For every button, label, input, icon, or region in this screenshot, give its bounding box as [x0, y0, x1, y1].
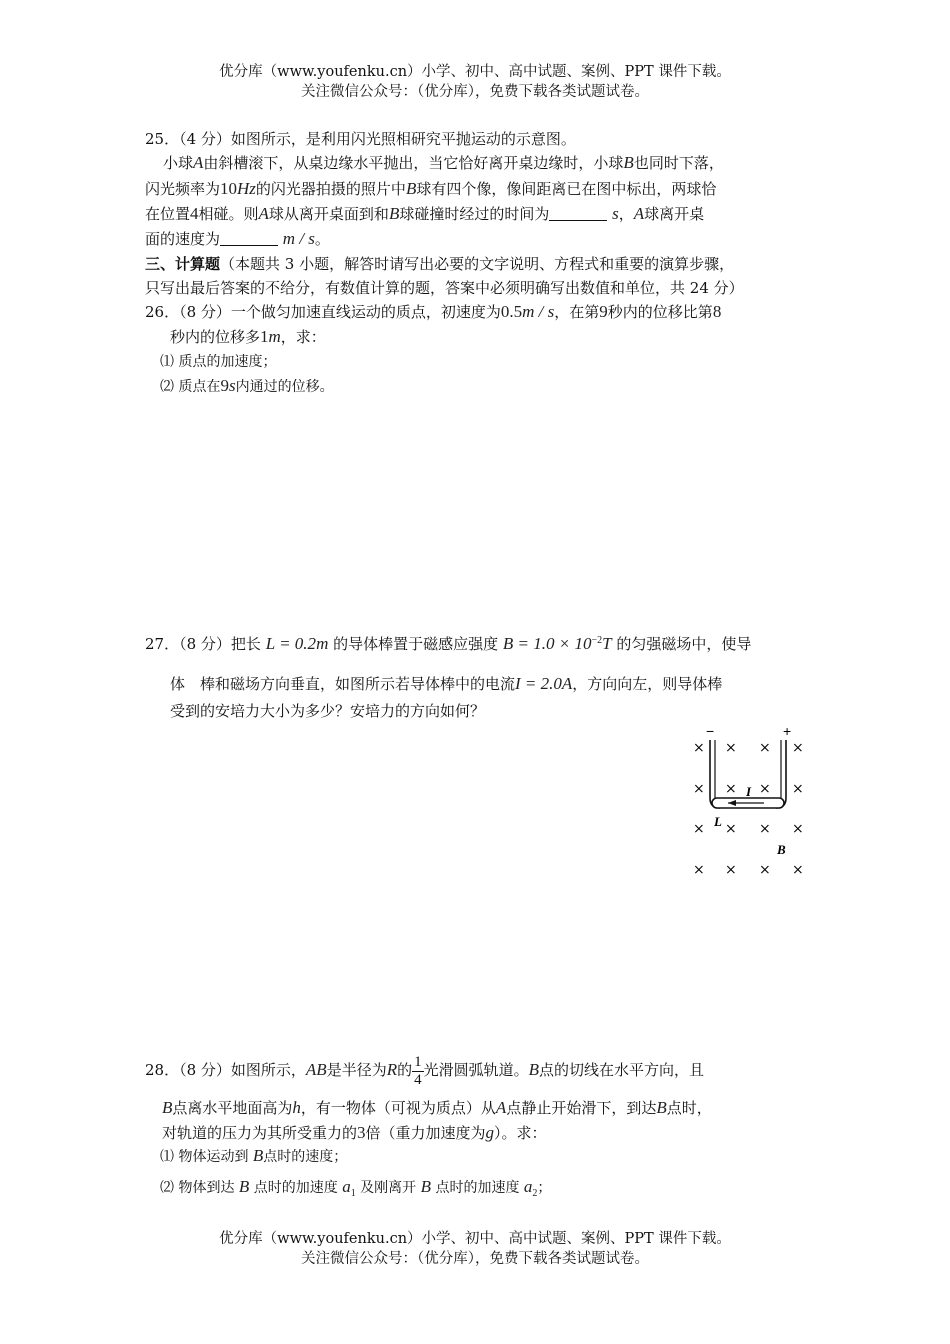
q25-line3: 闪光频率为10Hz的闪光器拍摄的照片中B球有四个像，像间距离已在图中标出，两球恰 — [145, 179, 717, 198]
section3-title: 三、计算题 — [145, 255, 221, 273]
field-cross: × — [759, 781, 771, 797]
page-header-line1: 优分库（www.youfenku.cn）小学、初中、高中试题、案例、PPT 课件下载。 — [219, 64, 731, 80]
q26-part2: ⑵ 质点在9s内通过的位移。 — [160, 376, 334, 395]
field-cross: × — [693, 781, 705, 797]
current-label: I — [746, 784, 752, 799]
plus-terminal: + — [783, 723, 792, 739]
q28-part1: ⑴ 物体运动到 B点时的速度； — [160, 1146, 348, 1165]
q28-line2: B点离水平地面高为h，有一物体（可视为质点）从A点静止开始滑下，到达B点时， — [162, 1098, 712, 1117]
q26-line2: 秒内的位移多1m，求： — [170, 327, 326, 346]
page-header-line2: 关注微信公众号：（优分库），免费下载各类试题试卷。 — [301, 84, 649, 100]
q28-line1: 28．（8 分）如图所示，AB是半径为R的 $\frac{1}{4}$ 光滑圆弧轨道。B点的切线在水平方向，且 — [145, 1053, 705, 1088]
field-cross: × — [693, 740, 705, 756]
field-label: B — [777, 842, 786, 857]
answer-blank-time[interactable] — [549, 204, 607, 221]
q26-line1: 26．（8 分）一个做匀加速直线运动的质点，初速度为0.5m / s，在第9秒内的位移比第8 — [145, 302, 722, 321]
field-cross: × — [792, 862, 804, 878]
q27-line3: 受到的安培力大小为多少？安培力的方向如何？ — [170, 702, 486, 720]
length-label: L — [714, 814, 722, 829]
q28-line3: 对轨道的压力为其所受重力的3倍（重力加速度为g）。求： — [162, 1123, 547, 1142]
field-cross: × — [725, 862, 737, 878]
field-cross: × — [792, 821, 804, 837]
field-cross: × — [725, 821, 737, 837]
field-cross: × — [759, 821, 771, 837]
q25-line2: 小球A由斜槽滚下，从桌边缘水平抛出，当它恰好离开桌边缘时，小球B也同时下落， — [163, 153, 724, 172]
page-footer-line1: 优分库（www.youfenku.cn）小学、初中、高中试题、案例、PPT 课件下载。 — [219, 1231, 731, 1247]
field-cross: × — [693, 862, 705, 878]
field-cross: × — [725, 740, 737, 756]
q27-line1: 27．（8 分）把长 L = 0.2m 的导体棒置于磁感应强度 $B = 1.0 \times 10^{-2}T$ 的匀强磁场中，使导 — [145, 634, 752, 653]
field-cross: × — [725, 781, 737, 797]
field-cross: × — [759, 862, 771, 878]
q26-part1: ⑴ 质点的加速度； — [160, 354, 277, 370]
magnetic-field-figure — [688, 722, 813, 882]
field-cross: × — [792, 781, 804, 797]
field-cross: × — [759, 740, 771, 756]
section3-heading: 三、计算题（本题共 3 小题，解答时请写出必要的文字说明、方程式和重要的演算步骤， — [145, 255, 735, 273]
quarter-fraction: $\frac{1}{4}$ — [414, 1053, 422, 1088]
field-cross: × — [792, 740, 804, 756]
page-footer-line2: 关注微信公众号：（优分库），免费下载各类试题试卷。 — [301, 1251, 649, 1267]
q28-part2: ⑵ 物体到达 B 点时的加速度 $a_1$ 及刚离开 B 点时的加速度 $a_2$； — [160, 1177, 552, 1199]
minus-terminal: − — [706, 723, 715, 739]
section3-desc: 只写出最后答案的不给分，有数值计算的题，答案中必须明确写出数值和单位，共 24 分） — [145, 279, 744, 297]
answer-blank-speed[interactable] — [220, 229, 278, 246]
q25-line1: 25．（4 分）如图所示，是利用闪光照相研究平抛运动的示意图。 — [145, 130, 576, 148]
field-cross: × — [693, 821, 705, 837]
q27-line2: 体 棒和磁场方向垂直，如图所示若导体棒中的电流I = 2.0A，方向向左，则导体棒 — [170, 674, 723, 693]
q25-line5: 面的速度为 m / s。 — [145, 229, 330, 248]
q25-line4: 在位置4相碰。则A球从离开桌面到和B球碰撞时经过的时间为 s，A球离开桌 — [145, 204, 705, 223]
